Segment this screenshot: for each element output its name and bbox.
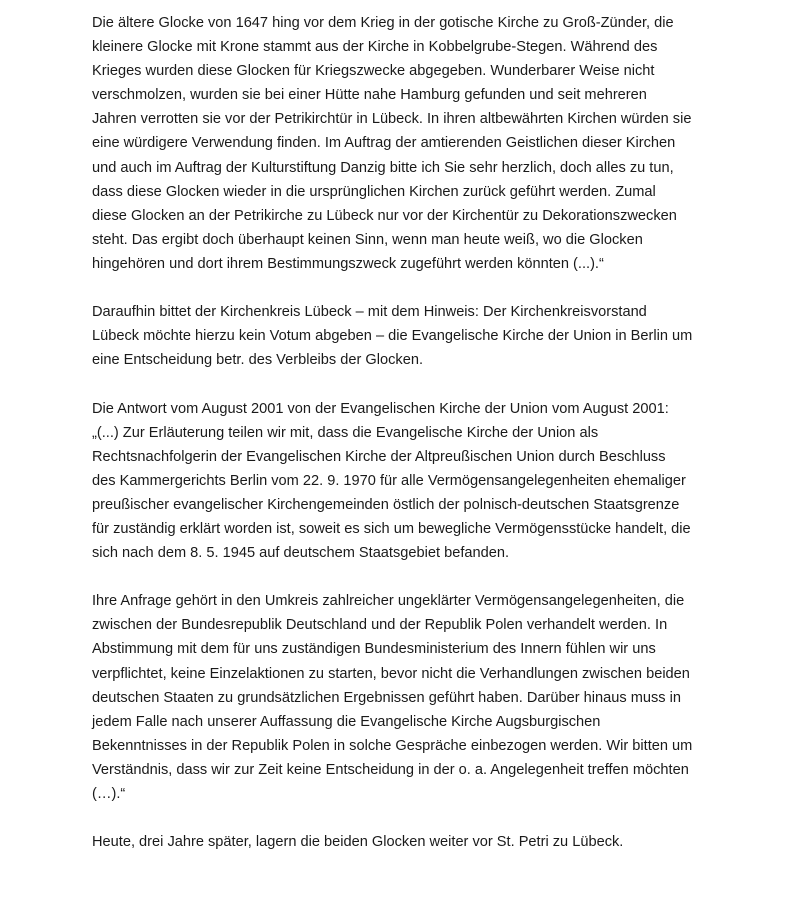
paragraph-answer-intro [92,397,712,566]
text-line: diese Glocken an der Petrikirche zu Lübeck nur vor der Kirchentür zu Dekorationszwecken [92,207,677,224]
document-body [92,11,712,878]
text-line: zwischen der Bundesrepublik Deutschland und der Republik Polen verhandelt werden. In [92,617,668,634]
text-line: Ihre Anfrage gehört in den Umkreis zahlreicher ungeklärter Vermögensangelegenheiten, die [92,593,685,610]
text-line: hingehören und dort ihrem Bestimmungszweck zugeführt werden könnten (...).“ [92,255,604,272]
text-line: preußischer evangelischer Kirchengemeinden östlich der polnisch-deutschen Staatsgrenze [92,496,680,513]
text-line: jedem Falle nach unserer Auffassung die Evangelische Kirche Augsburgischen [92,713,601,730]
paragraph-request-letter [92,11,712,276]
text-line: dass diese Glocken wieder in die ursprünglichen Kirchen zurück geführt werden. Zumal [92,183,656,200]
text-line: Jahren verrotten sie vor der Petrikirchtür in Lübeck. In ihren altbewährten Kirchen würden sie [92,111,692,128]
text-line: kleinere Glocke mit Krone stammt aus der Kirche in Kobbelgrube-Stegen. Während des [92,39,658,56]
text-line: Daraufhin bittet der Kirchenkreis Lübeck – mit dem Hinweis: Der Kirchenkreisvorstand [92,304,647,321]
text-line: Rechtsnachfolgerin der Evangelischen Kirche der Altpreußischen Union durch Beschluss [92,448,666,465]
text-line: verpflichtet, keine Einzelaktionen zu starten, bevor nicht die Verhandlungen zwischen beiden [92,665,690,682]
paragraph-kirchenkreis-request [92,300,712,372]
text-line: Krieges wurden diese Glocken für Kriegszwecke abgegeben. Wunderbarer Weise nicht [92,63,655,80]
text-line: Bekenntnisses in der Republik Polen in solche Gespräche einbezogen werden. Wir bitten um [92,737,693,754]
text-line: „(...) Zur Erläuterung teilen wir mit, dass die Evangelische Kirche der Union als [92,424,599,441]
text-line: Heute, drei Jahre später, lagern die beiden Glocken weiter vor St. Petri zu Lübeck. [92,834,624,851]
text-line: und auch im Auftrag der Kulturstiftung Danzig bitte ich Sie sehr herzlich, doch alles zu tun, [92,159,674,176]
text-line: (…).“ [92,786,126,802]
text-line: Lübeck möchte hierzu kein Votum abgeben – die Evangelische Kirche der Union in Berlin um [92,328,693,345]
text-line: Die ältere Glocke von 1647 hing vor dem Krieg in der gotische Kirche zu Groß-Zünder, die [92,15,674,31]
text-line: eine Entscheidung betr. des Verbleibs der Glocken. [92,352,424,369]
text-line: eine würdigere Verwendung finden. Im Auftrag der amtierenden Geistlichen dieser Kirchen [92,135,676,152]
text-line: verschmolzen, wurden sie bei einer Hütte nahe Hamburg gefunden und seit mehreren [92,87,647,104]
text-line: für zuständig erklärt worden ist, soweit es sich um bewegliche Vermögensstücke handelt, die [92,520,691,537]
text-line: des Kammergerichts Berlin vom 22. 9. 1970 für alle Vermögensangelegenheiten ehemaliger [92,472,686,489]
paragraph-conclusion [92,830,712,854]
text-line: Verständnis, dass wir zur Zeit keine Entscheidung in der o. a. Angelegenheit treffen möchten [92,761,689,778]
text-line: deutschen Staaten zu grundsätzlichen Ergebnissen geführt haben. Darüber hinaus muss in [92,689,681,706]
text-line: Die Antwort vom August 2001 von der Evangelischen Kirche der Union vom August 2001: [92,400,669,417]
text-line: Abstimmung mit dem für uns zuständigen Bundesministerium des Innern fühlen wir uns [92,641,656,658]
paragraph-answer-continued [92,589,712,806]
text-line: sich nach dem 8. 5. 1945 auf deutschem Staatsgebiet befanden. [92,545,510,562]
text-line: steht. Das ergibt doch überhaupt keinen Sinn, wenn man heute weiß, wo die Glocken [92,231,643,248]
